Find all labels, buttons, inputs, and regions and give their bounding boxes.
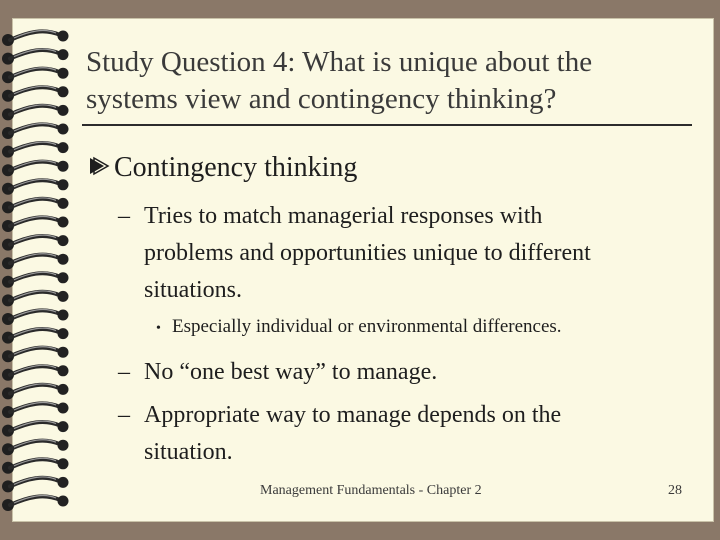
spiral-binding — [0, 0, 80, 540]
sub-bullet — [156, 316, 562, 338]
spiral-ring — [2, 365, 69, 381]
spiral-ring — [2, 179, 69, 195]
main-bullet — [88, 152, 357, 184]
dash-point-3-line-2: situation. — [144, 439, 233, 465]
spiral-ring — [2, 384, 69, 400]
dash-marker: – — [118, 359, 130, 385]
dash-point-3 — [118, 397, 684, 471]
dash-point-1-line-1: Tries to match managerial responses with — [144, 203, 543, 229]
spiral-ring — [2, 105, 69, 121]
slide-title-line-2: systems view and contingency thinking? — [86, 83, 557, 115]
spiral-ring — [2, 49, 69, 65]
dash-marker: – — [118, 203, 130, 229]
spiral-ring — [2, 421, 69, 437]
arrow-bullet-icon — [88, 156, 110, 176]
dot-marker: • — [156, 321, 161, 336]
spiral-ring — [2, 198, 69, 214]
spiral-ring — [2, 68, 69, 84]
dash-marker: – — [118, 402, 130, 428]
spiral-ring — [2, 458, 69, 474]
spiral-ring — [2, 217, 69, 233]
spiral-ring — [2, 440, 69, 456]
main-bullet-text: Contingency thinking — [114, 152, 358, 183]
slide-footer: Management Fundamentals - Chapter 2 — [260, 483, 482, 498]
dash-point-2-line-1: No “one best way” to manage. — [144, 359, 438, 385]
spiral-ring — [2, 254, 69, 270]
title-divider — [82, 124, 692, 126]
sub-bullet-text: Especially individual or environmental differences. — [172, 316, 562, 337]
dash-point-2 — [118, 354, 684, 391]
dash-point-1-line-3: situations. — [144, 277, 243, 303]
spiral-ring — [2, 403, 69, 419]
spiral-ring — [2, 347, 69, 363]
spiral-ring — [2, 161, 69, 177]
page-number: 28 — [668, 483, 682, 498]
spiral-ring — [2, 310, 69, 326]
spiral-ring — [2, 86, 69, 102]
spiral-ring — [2, 291, 69, 307]
dash-point-3-line-1: Appropriate way to manage depends on the — [144, 402, 562, 428]
slide-title — [86, 44, 686, 118]
spiral-ring — [2, 142, 69, 158]
dash-point-1 — [118, 198, 684, 309]
slide-title-line-1: Study Question 4: What is unique about the — [86, 46, 593, 78]
spiral-ring — [2, 477, 69, 493]
spiral-ring — [2, 496, 69, 512]
spiral-ring — [2, 272, 69, 288]
spiral-ring — [2, 124, 69, 140]
dash-point-1-line-2: problems and opportunities unique to different — [144, 240, 591, 266]
spiral-ring — [2, 31, 69, 47]
spiral-ring — [2, 235, 69, 251]
spiral-ring — [2, 328, 69, 344]
